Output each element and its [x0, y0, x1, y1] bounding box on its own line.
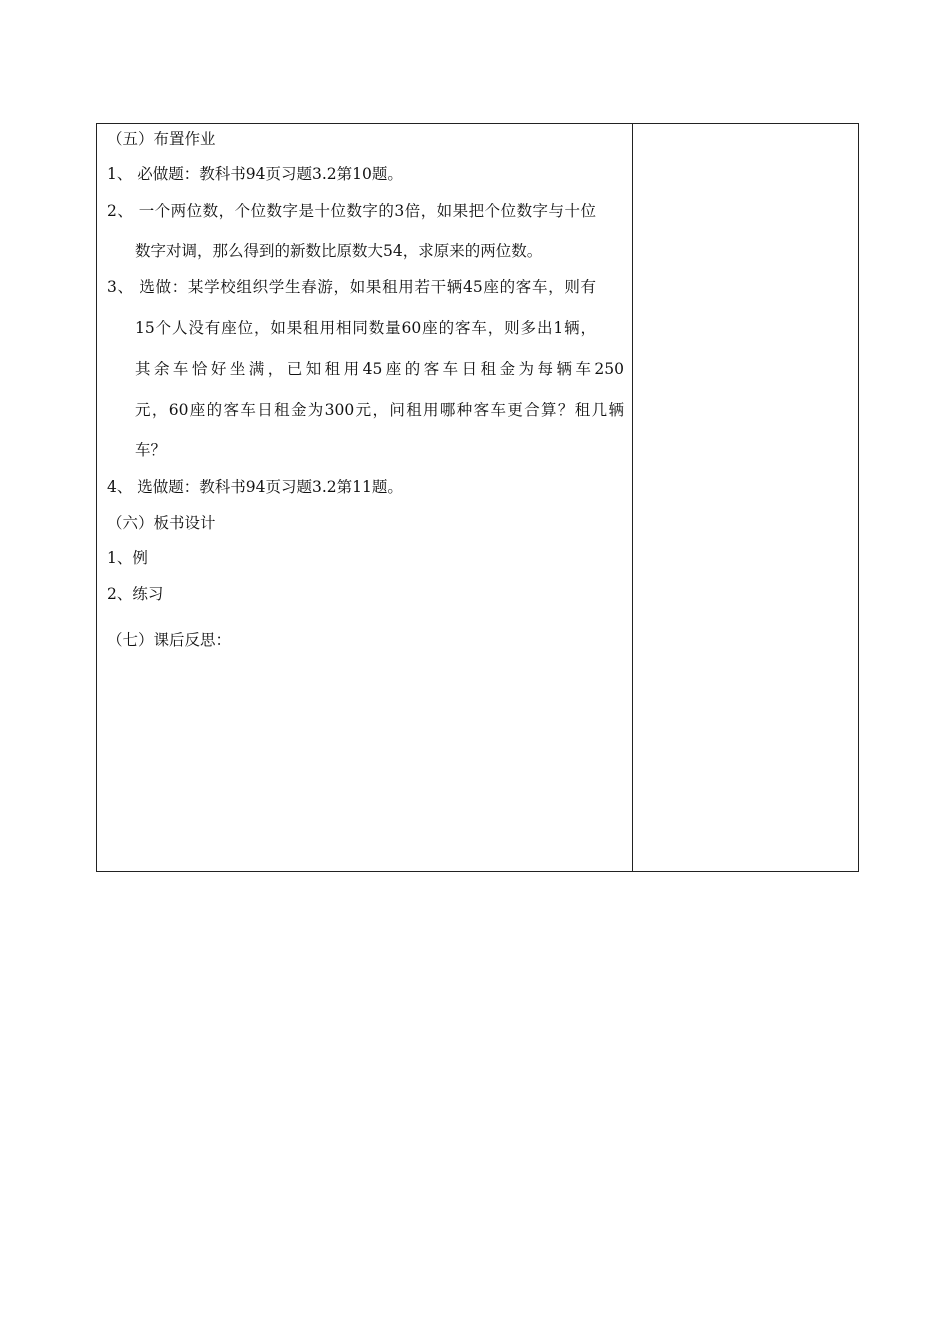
homework-item-4: 4、 选做题：教科书94页习题3.2第11题。	[107, 478, 403, 496]
homework-item-3-line-5: 车？	[135, 441, 167, 459]
homework-item-3-line-2: 15个人没有座位，如果租用相同数量60座的客车，则多出1辆，	[135, 319, 596, 337]
section-7-heading: （七）课后反思：	[107, 631, 232, 649]
notes-cell	[633, 124, 858, 871]
board-design-item-2: 2、练习	[107, 585, 164, 603]
board-design-item-1: 1、例	[107, 549, 148, 567]
homework-item-3-line-3: 其余车恰好坐满，已知租用45座的客车日租金为每辆车250	[135, 360, 624, 378]
homework-item-2-line-2: 数字对调，那么得到的新数比原数大54，求原来的两位数。	[135, 242, 543, 260]
section-6-heading: （六）板书设计	[107, 514, 216, 532]
lesson-plan-table	[96, 123, 859, 872]
homework-item-3-line-4: 元，60座的客车日租金为300元，问租用哪种客车更合算？租几辆	[135, 401, 624, 419]
homework-item-2-line-1: 2、 一个两位数，个位数字是十位数字的3倍，如果把个位数字与十位	[107, 202, 596, 220]
section-5-heading: （五）布置作业	[107, 130, 216, 148]
homework-item-3-line-1: 3、 选做：某学校组织学生春游，如果租用若干辆45座的客车，则有	[107, 278, 596, 296]
homework-item-1: 1、 必做题：教科书94页习题3.2第10题。	[107, 165, 403, 183]
